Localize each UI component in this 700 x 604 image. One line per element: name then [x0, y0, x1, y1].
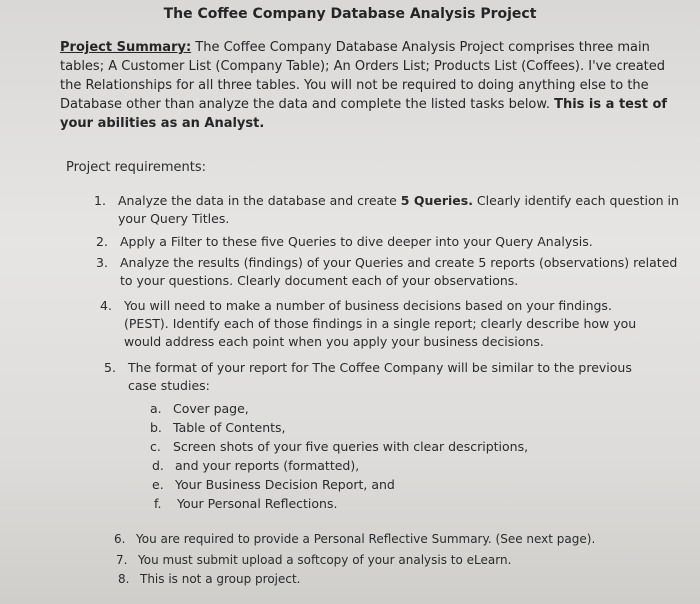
requirement-bold: 5 Queries. [400, 193, 473, 208]
format-item [150, 438, 570, 456]
format-text: Your Business Decision Report, and [175, 477, 395, 492]
requirement-text: Analyze the data in the database and create [118, 193, 401, 208]
format-letter: f. [154, 496, 162, 511]
requirement-number: 2. [96, 234, 108, 249]
format-text: Cover page, [173, 401, 249, 416]
requirement-item [116, 551, 676, 569]
summary-emphasis: This is a test of your abilities as an Analyst. [60, 97, 668, 131]
requirement-item [118, 570, 678, 588]
requirement-item [96, 254, 686, 290]
document-title: The Coffee Company Database Analysis Project [163, 6, 537, 22]
requirement-text: You will need to make a number of business decisions based on your findings. (PEST). Identify each of those findings in a single report; clearly describe how you would address each point when you apply your business decisions. [124, 298, 637, 349]
format-text: Screen shots of your five queries with clear descriptions, [173, 439, 529, 454]
requirement-text-after: Clearly identify each question in your Query Titles. [118, 193, 679, 226]
format-text: Table of Contents, [173, 420, 286, 435]
requirement-text: The format of your report for The Coffee Company will be similar to the previous case studies: [128, 360, 632, 393]
requirements-heading: Project requirements: [66, 160, 206, 175]
requirement-item [100, 297, 660, 351]
format-letter: b. [150, 420, 162, 435]
requirement-number: 6. [114, 532, 126, 546]
requirement-text: You must submit upload a softcopy of your analysis to eLearn. [138, 553, 512, 567]
summary-body: The Coffee Company Database Analysis Project comprises three main tables; A Customer List (Company Table); An Orders List; Products List (Coffees). I've created the Relationships for all three tables. You will not be required to doing anything else to the Database other than analyze the data and complete the listed tasks below. [60, 40, 666, 112]
format-item [152, 476, 572, 494]
format-item [150, 400, 570, 418]
requirement-number: 8. [118, 572, 130, 586]
requirement-item [94, 192, 684, 228]
requirement-text: You are required to provide a Personal Reflective Summary. (See next page). [136, 532, 596, 546]
requirement-number: 3. [96, 255, 108, 270]
format-text: Your Personal Reflections. [177, 496, 338, 511]
requirement-item [96, 233, 686, 251]
format-letter: e. [152, 477, 164, 492]
project-summary [60, 38, 680, 133]
requirement-text: Analyze the results (findings) of your Queries and create 5 reports (observations) related to your questions. Clearly document each of your observations. [120, 255, 678, 288]
format-item [152, 457, 572, 475]
requirement-text: Apply a Filter to these five Queries to dive deeper into your Query Analysis. [120, 234, 593, 249]
format-letter: a. [150, 401, 162, 416]
summary-lead: Project Summary: [60, 40, 192, 55]
requirement-number: 1. [94, 193, 106, 208]
format-text: and your reports (formatted), [175, 458, 360, 473]
requirement-number: 7. [116, 553, 128, 567]
format-item [150, 419, 570, 437]
format-letter: d. [152, 458, 164, 473]
format-item [154, 495, 574, 513]
requirement-number: 4. [100, 298, 112, 313]
requirement-text: This is not a group project. [140, 572, 301, 586]
requirement-number: 5. [104, 360, 116, 375]
requirement-item [104, 359, 664, 395]
requirement-item [114, 530, 674, 548]
format-letter: c. [150, 439, 161, 454]
